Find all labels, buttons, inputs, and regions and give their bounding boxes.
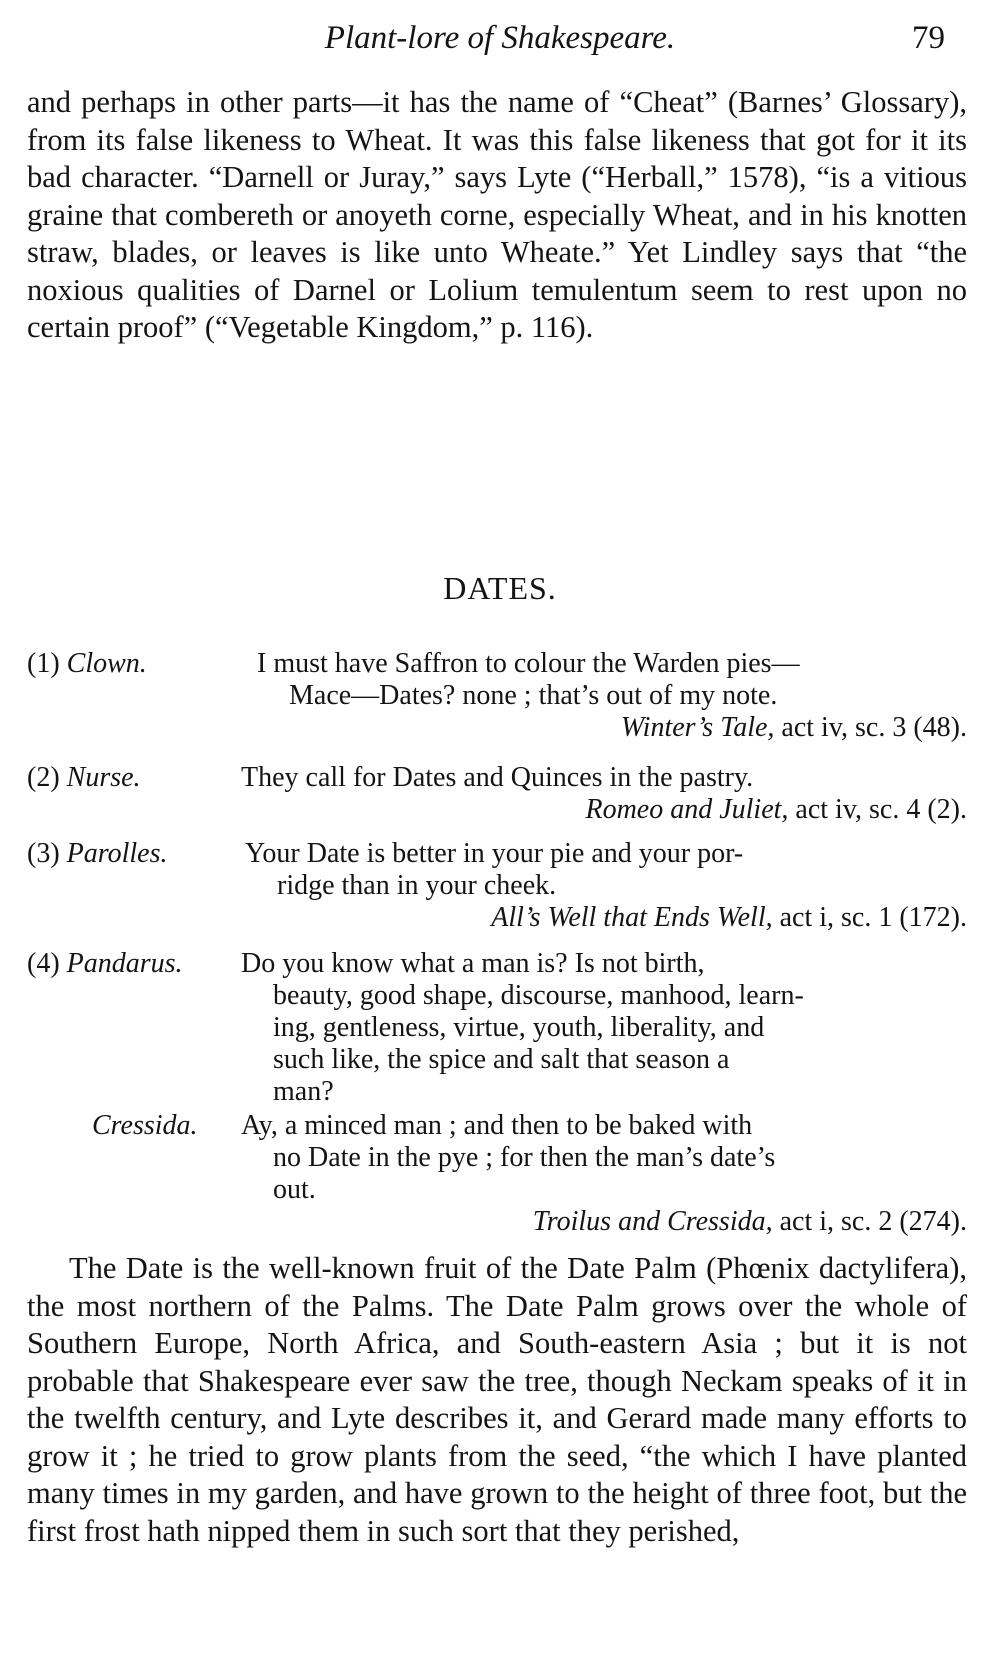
quote-parolles xyxy=(27,838,967,942)
quote-line: Your Date is better in your pie and your por- xyxy=(245,838,744,869)
speaker: Nurse. xyxy=(66,762,141,793)
opening-paragraph: and perhaps in other parts—it has the name of “Cheat” (Barnes’ Glossary), from its false likeness to Wheat. It was this false likeness that got for it its bad character. “Darnell or Juray,” says Lyte (“Herball,” 1578), “is a vitious graine that combereth or anoyeth corne, especially Wheat, and in his knotten straw, blades, or leaves is like unto Wheate.” Yet Lindley says that “the noxious qualities of Darnel or Lolium temulentum seem to rest upon no certain proof” (“Vegetable Kingdom,” p. 116). xyxy=(27,85,967,344)
citation-ref: act i, sc. 2 (274). xyxy=(779,1206,967,1237)
quote-line: out. xyxy=(273,1174,316,1205)
citation-ref: act iv, sc. 4 (2). xyxy=(795,794,967,825)
body-paragraph: The Date is the well-known fruit of the Date Palm (Phœnix dactylifera), the most northern of the Palms. The Date Palm grows over the whole of Southern Europe, North Africa, and South-eastern Asia ; but it is not probable that Shakespeare ever saw the tree, though Neckam speaks of it in the twelfth century, and Lyte describes it, and Gerard made many efforts to grow it ; he tried to grow plants from the seed, “the which I have planted many times in my garden, and have grown to the height of three foot, but the first frost hath nipped them in such sort that they perished, xyxy=(27,1251,967,1548)
page-header xyxy=(0,14,1000,64)
quote-clown xyxy=(27,648,967,758)
quote-cressida xyxy=(27,1110,967,1245)
quote-label xyxy=(27,948,183,980)
quote-label xyxy=(27,762,141,794)
citation xyxy=(241,794,967,826)
speaker: Pandarus. xyxy=(66,948,183,979)
page-number: 79 xyxy=(912,20,945,56)
section-heading: DATES. xyxy=(443,570,557,606)
quote-label xyxy=(27,648,147,680)
quote-line: no Date in the pye ; for then the man’s date’s xyxy=(273,1142,776,1173)
quote-line: They call for Dates and Quinces in the pastry. xyxy=(241,762,754,793)
quote-line: ing, gentleness, virtue, youth, liberality, and xyxy=(273,1012,765,1043)
quote-label xyxy=(92,1110,198,1142)
quote-line: beauty, good shape, discourse, manhood, learn- xyxy=(273,980,804,1011)
quote-line: such like, the spice and salt that season a xyxy=(273,1044,730,1075)
citation-ref: act i, sc. 1 (172). xyxy=(779,902,967,933)
quote-number: (2) xyxy=(27,762,60,793)
quote-nurse xyxy=(27,762,967,832)
citation-work: All’s Well that Ends Well, xyxy=(491,902,773,933)
running-title: Plant-lore of Shakespeare. xyxy=(324,20,676,56)
quote-line: Ay, a minced man ; and then to be baked with xyxy=(241,1110,753,1141)
quote-line: ridge than in your cheek. xyxy=(277,870,557,901)
quote-number: (4) xyxy=(27,948,60,979)
citation-ref: act iv, sc. 3 (48). xyxy=(781,712,967,743)
quote-lines xyxy=(241,762,967,826)
quote-lines xyxy=(241,948,967,1108)
quote-line: Do you know what a man is? Is not birth, xyxy=(241,948,705,979)
citation-work: Winter’s Tale, xyxy=(620,712,775,743)
citation xyxy=(241,1206,967,1238)
quote-number: (1) xyxy=(27,648,60,679)
speaker: Parolles. xyxy=(66,838,168,869)
quote-number: (3) xyxy=(27,838,60,869)
quote-line: I must have Saffron to colour the Warden pies— xyxy=(257,648,800,679)
citation-work: Troilus and Cressida, xyxy=(532,1206,773,1237)
quote-pandarus xyxy=(27,948,967,1107)
quote-lines xyxy=(241,1110,967,1238)
quote-lines xyxy=(245,838,967,934)
quote-label xyxy=(27,838,168,870)
citation-work: Romeo and Juliet, xyxy=(585,794,789,825)
quote-line: man? xyxy=(273,1076,334,1107)
citation xyxy=(257,712,967,744)
speaker: Clown. xyxy=(66,648,147,679)
citation xyxy=(245,902,967,934)
quote-lines xyxy=(257,648,967,744)
quote-line: Mace—Dates? none ; that’s out of my note. xyxy=(289,680,778,711)
speaker: Cressida. xyxy=(92,1110,198,1141)
